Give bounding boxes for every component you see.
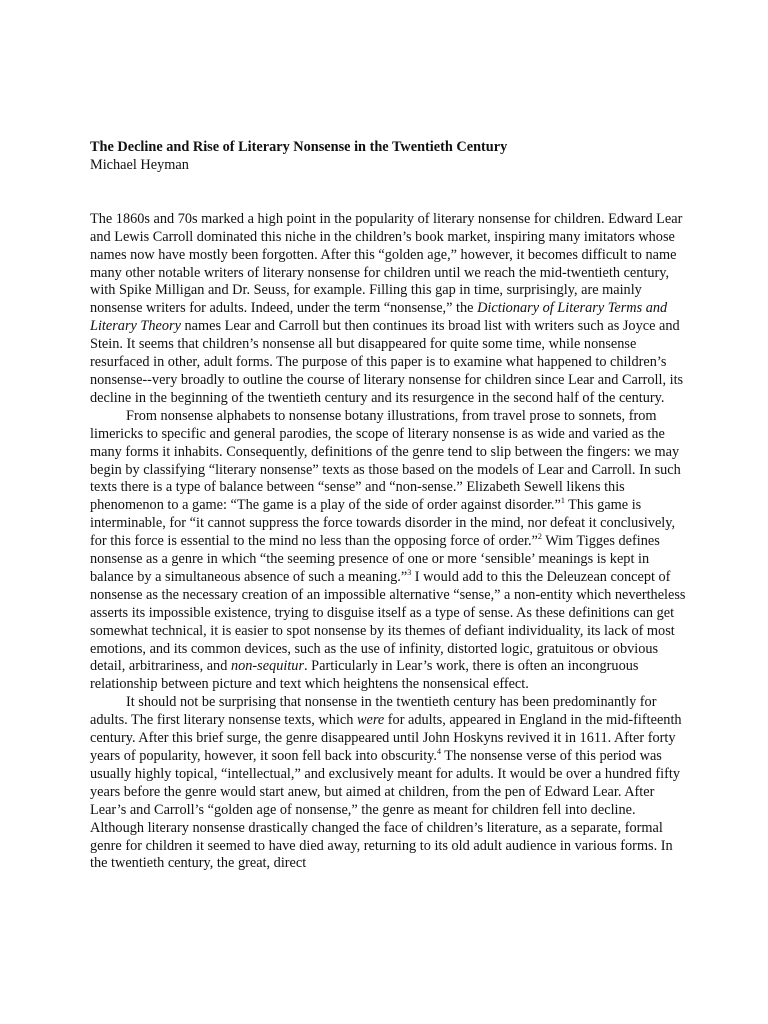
footnote-marker: 3 <box>407 568 412 578</box>
italic-text: were <box>356 712 385 729</box>
footnote-marker: 1 <box>560 496 565 506</box>
document-author: Michael Heyman <box>90 156 189 173</box>
paragraph-3 <box>90 694 692 873</box>
text-run: From nonsense alphabets to nonsense botany illustrations, from travel prose to sonnets, from limericks to specific and general parodies, the scope of literary nonsense is as wide and varied as the many forms it inhabits. Consequently, definitions of the genre tend to slip between the fingers: we may begin by classifying “literary nonsense” texts as those based on the models of Lear and Carroll. In such texts there is a type of balance between “sense” and “non-sense.” Elizabeth Sewell likens this phenomenon to a game: “The game is a play of the side of order against disorder.” <box>90 407 681 514</box>
text-run: for adults, appeared in England in the mid-fifteenth century. After this brief surge, the genre disappeared until John Hoskyns revived it in 1611. After forty years of popularity, however, it soon fell back into obscurity. <box>90 712 682 764</box>
paragraph-2 <box>90 408 692 695</box>
text-run: It should not be surprising that nonsense in the twentieth century has been predominantly for adults. The first literary nonsense texts, which <box>90 694 657 729</box>
footnote-marker: 4 <box>436 747 441 757</box>
text-run: I would add to this the Deleuzean concept of nonsense as the necessary creation of an impossible alternative “sense,” a non-entity which nevertheless asserts its impossible existence, trying to disguise itself as a type of sense. As these definitions can get somewhat technical, it is easier to spot nonsense by its themes of defiant individuality, its lack of most emotions, and its common devices, such as the use of infinity, distorted logic, gratuitous or obvious detail, arbitrariness, and <box>90 568 686 675</box>
footnote-marker: 2 <box>537 532 542 542</box>
text-run: This game is interminable, for “it cannot suppress the force towards disorder in the mind, nor defeat it conclusively, for this force is essential to the mind no less than the opposing force of order.” <box>90 497 676 550</box>
document-title: The Decline and Rise of Literary Nonsense in the Twentieth Century <box>90 139 508 155</box>
document-body <box>90 139 692 873</box>
text-run: names Lear and Carroll but then continues its broad list with writers such as Joyce and Stein. It seems that children’s nonsense all but disappeared for quite some time, while nonsense resurfaced in other, adult forms. The purpose of this paper is to examine what happened to children’s nonsense--very broadly to outline the course of literary nonsense for children since Lear and Carroll, its decline in the beginning of the twentieth century and its resurgence in the second half of the century. <box>90 318 684 406</box>
text-run: The nonsense verse of this period was usually highly topical, “intellectual,” and exclusively meant for adults. It would be over a hundred fifty years before the genre would start anew, but aimed at children, from the pen of Edward Lear. After Lear’s and Carroll’s “golden age of nonsense,” the genre as meant for children fell into decline. Although literary nonsense drastically changed the face of children’s literature, as a separate, formal genre for children it seemed to have died away, returning to its old adult audience in various forms. In the twentieth century, the great, direct <box>90 748 680 872</box>
text-run: The 1860s and 70s marked a high point in the popularity of literary nonsense for children. Edward Lear and Lewis Carroll dominated this niche in the children’s book market, inspiring many imitators whose names now have mostly been forgotten. After this “golden age,” however, it becomes difficult to name many other notable writers of literary nonsense for children until we reach the mid-twentieth century, with Spike Milligan and Dr. Seuss, for example. Filling this gap in time, surprisingly, are mainly nonsense writers for adults. Indeed, under the term “nonsense,” the <box>90 210 683 317</box>
text-run: Wim Tigges defines nonsense as a genre in which “the seeming presence of one or more ‘sensible’ meanings is kept in balance by a simultaneous absence of such a meaning.” <box>90 533 660 585</box>
paragraph-1 <box>90 211 692 408</box>
italic-text: Dictionary of Literary Terms and Literary Theory <box>90 300 668 335</box>
text-run: . Particularly in Lear’s work, there is often an incongruous relationship between picture and text which heightens the nonsensical effect. <box>90 658 639 693</box>
italic-text: non-sequitur <box>230 658 305 675</box>
